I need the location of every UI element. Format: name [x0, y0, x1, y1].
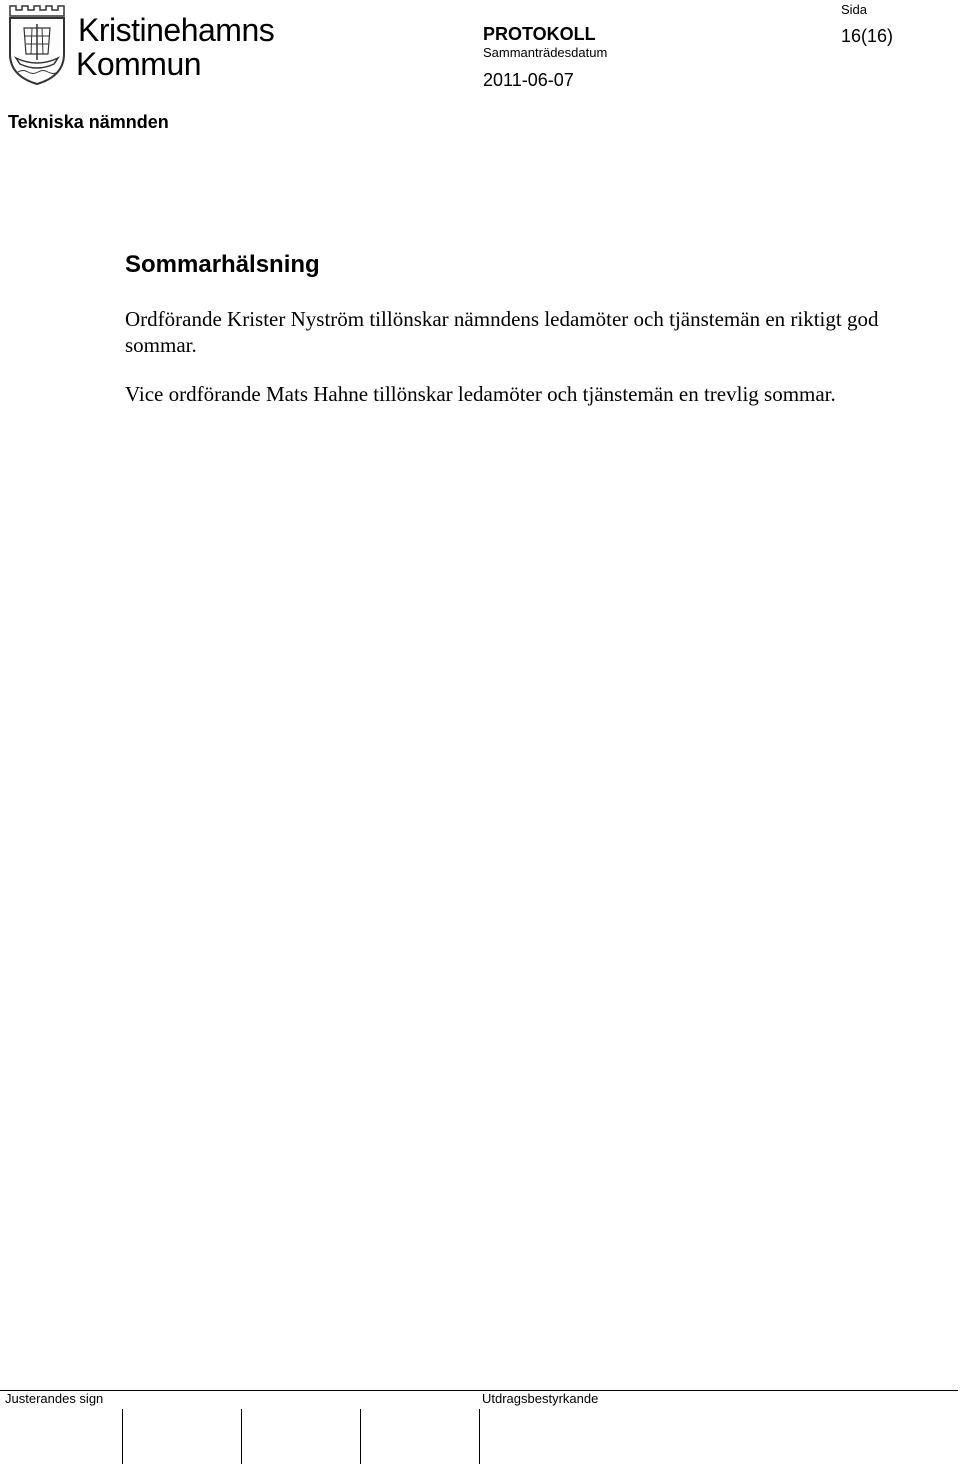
signature-box-divider: [241, 1409, 242, 1464]
meeting-date: 2011-06-07: [483, 70, 574, 90]
document-type: PROTOKOLL: [483, 24, 596, 44]
signature-box-divider: [360, 1409, 361, 1464]
justerandes-sign-label: Justerandes sign: [5, 1391, 104, 1406]
page-label: Sida: [841, 2, 868, 17]
logo-text-line1: Kristinehamns: [78, 12, 275, 48]
paragraph-chair-greeting: Ordförande Krister Nyström tillönskar nämndens ledamöter och tjänstemän en riktigt god sommar.: [125, 307, 879, 357]
municipal-coat-of-arms-ship-icon: [6, 2, 68, 86]
utdragsbestyrkande-label: Utdragsbestyrkande: [482, 1391, 599, 1406]
committee-name: Tekniska nämnden: [8, 112, 169, 132]
meeting-date-label: Sammanträdesdatum: [483, 45, 608, 60]
signature-box-divider: [122, 1409, 123, 1464]
page-number: 16(16): [841, 26, 894, 46]
section-heading: Sommarhälsning: [125, 251, 320, 278]
signature-box-divider: [479, 1409, 480, 1464]
footer-divider: [0, 1390, 958, 1391]
municipality-logo: [6, 2, 275, 88]
paragraph-vice-chair-greeting: Vice ordförande Mats Hahne tillönskar ledamöter och tjänstemän en trevlig sommar.: [125, 382, 836, 406]
logo-text-line2: Kommun: [76, 46, 202, 82]
